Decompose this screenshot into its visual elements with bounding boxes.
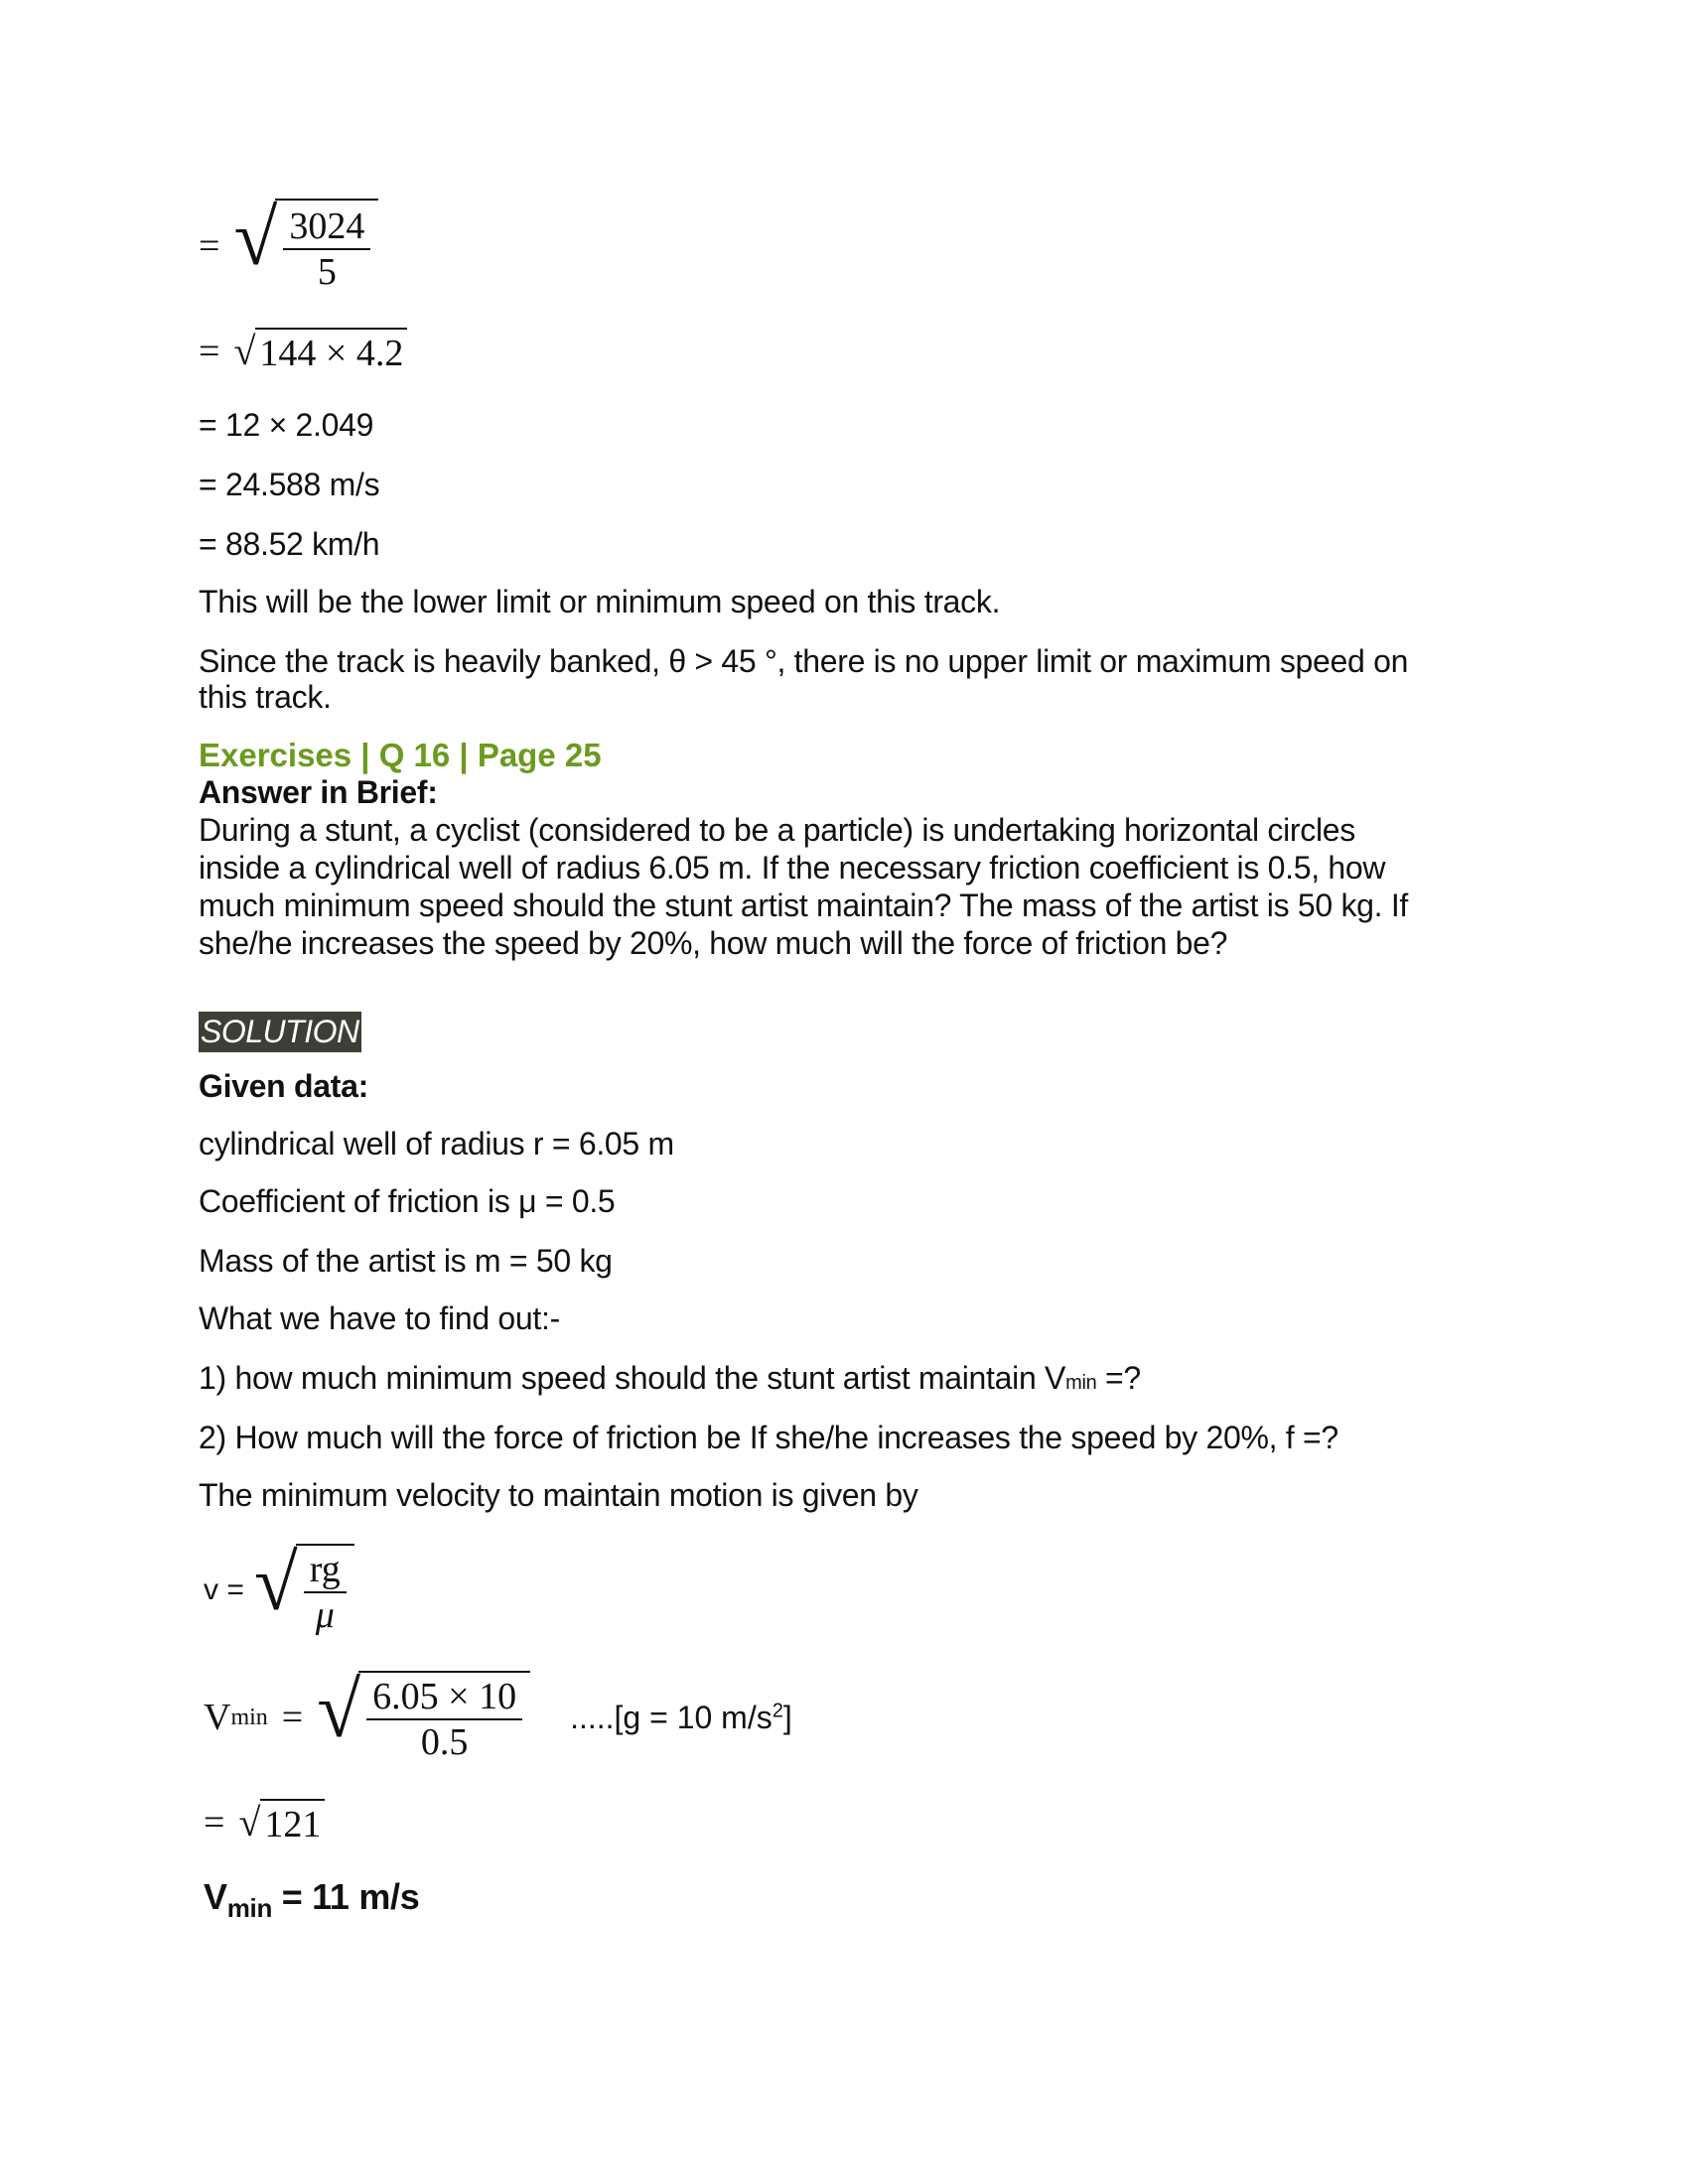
solution-label: SOLUTION: [199, 1012, 361, 1052]
find-item: 2) How much will the force of friction be If she/he increases the speed by 20%, f =?: [199, 1420, 1338, 1455]
question-line: During a stunt, a cyclist (considered to be a particle) is undertaking horizontal circles: [199, 812, 1355, 848]
gravity-note: .....[g = 10 $m/s^2$]: [570, 1699, 792, 1735]
final-result: $V_{min} = 11$ m/s: [204, 1876, 420, 1923]
given-item: Mass of the artist is m = 50 kg: [199, 1243, 613, 1279]
equals-sign: =: [199, 225, 220, 267]
question-line: inside a cylindrical well of radius 6.05 m. If the necessary friction coefficient is 0.5, how: [199, 850, 1386, 886]
equation-step: = 24.588 m/s: [199, 467, 380, 502]
question-heading-link[interactable]: Exercises | Q 16 | Page 25: [199, 737, 602, 773]
radical-sign: √: [233, 195, 278, 282]
radicand: 144 × 4.2: [255, 328, 407, 375]
equals-sign: =: [199, 331, 220, 372]
paragraph: The minimum velocity to maintain motion is given by: [199, 1477, 918, 1513]
question-type: Answer in Brief:: [199, 774, 438, 810]
equation-sqrt-fraction: [199, 195, 378, 294]
given-item: cylindrical well of radius r = 6.05 m: [199, 1126, 674, 1161]
formula-min-velocity: v = √ $\frac{rg}{\mu}$: [204, 1544, 354, 1637]
paragraph: Since the track is heavily banked, θ > 45 °, there is no upper limit or maximum speed on: [199, 643, 1409, 679]
formula-substitution: V min = √ $\frac{6.05 \times 10}{0.5}$ .....[g = 10 $m/s^2$]: [204, 1667, 792, 1763]
denominator: 5: [317, 251, 337, 293]
find-heading: What we have to find out:-: [199, 1300, 560, 1336]
given-item: Coefficient of friction is μ = 0.5: [199, 1183, 616, 1219]
equation-step: = 88.52 km/h: [199, 526, 380, 562]
equation-sqrt-product: = √ 144 × 4.2: [199, 328, 407, 375]
square-root: [233, 195, 378, 294]
find-item: 1) how much minimum speed should the stunt artist maintain Vmin =?: [199, 1360, 1141, 1396]
question-line: much minimum speed should the stunt artist maintain? The mass of the artist is 50 kg. If: [199, 887, 1409, 923]
question-line: she/he increases the speed by 20%, how much will the force of friction be?: [199, 925, 1228, 961]
equation-sqrt-121: = √ 121: [204, 1799, 325, 1846]
paragraph: this track.: [199, 679, 332, 715]
paragraph: This will be the lower limit or minimum speed on this track.: [199, 584, 1001, 619]
equation-step: = 12 × 2.049: [199, 407, 374, 443]
numerator: 3024: [289, 205, 365, 247]
given-heading: Given data:: [199, 1068, 368, 1104]
